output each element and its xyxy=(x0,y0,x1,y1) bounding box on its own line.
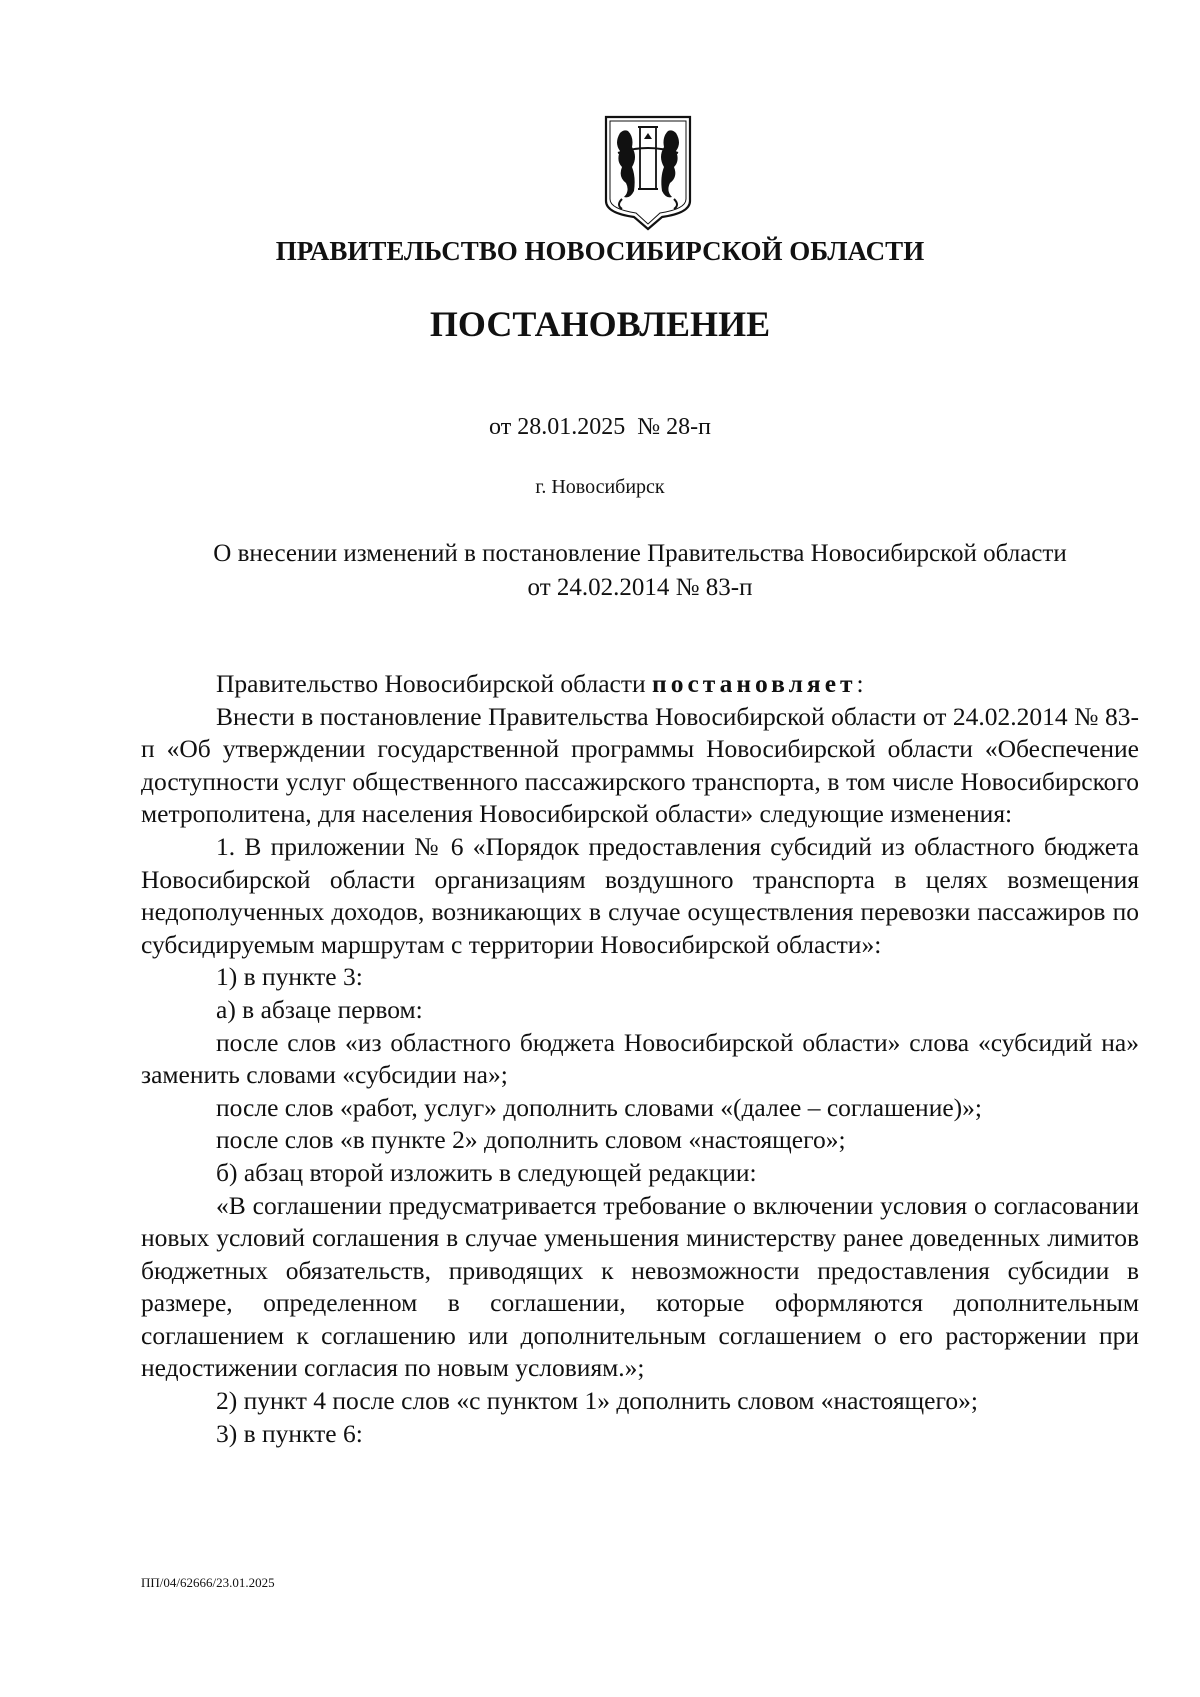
intro-emphasis: постановляет xyxy=(652,669,857,698)
paragraph: а) в абзаце первом: xyxy=(216,994,423,1024)
intro-prefix: Правительство Новосибирской области xyxy=(216,669,652,698)
document-title: О внесении изменений в постановление Правительства Новосибирской области от 24.02.2014 № 83-п xyxy=(213,540,1067,601)
paragraph: 2) пункт 4 после слов «с пунктом 1» дополнить словом «настоящего»; xyxy=(216,1386,978,1416)
coat-of-arms-emblem xyxy=(600,113,696,231)
intro-suffix: : xyxy=(856,669,864,698)
paragraph: после слов «работ, услуг» дополнить словами «(далее – соглашение)»; xyxy=(216,1092,982,1122)
paragraph: 1. В приложении № 6 «Порядок предоставления субсидий из областного бюджета Новосибирской области организациям воздушного транспорта в целях возмещения недополученных доходов, возникающих в случае осуществления перевозки пассажиров по субсидируемым маршрутам с территории Новосибирской области»: xyxy=(141,831,1139,959)
paragraph: 1) в пункте 3: xyxy=(216,962,363,992)
government-name: ПРАВИТЕЛЬСТВО НОВОСИБИРСКОЙ ОБЛАСТИ xyxy=(275,236,925,266)
paragraph: б) абзац второй изложить в следующей редакции: xyxy=(216,1157,757,1187)
coat-of-arms-icon xyxy=(600,113,696,231)
document-body xyxy=(141,668,1139,1450)
paragraph: «В соглашении предусматривается требование о включении условия о согласовании новых условий соглашения в случае уменьшения министерству ранее доведенных лимитов бюджетных обязательств, приводящих к невозможности предоставления субсидии в размере, определенном в соглашении, которые оформляются дополнительным соглашением к соглашению или дополнительным соглашением о его расторжении при недостижении согласия по новым условиям.»; xyxy=(141,1190,1139,1383)
paragraph: после слов «в пункте 2» дополнить словом «настоящего»; xyxy=(216,1125,846,1155)
document-city: г. Новосибирск xyxy=(535,476,665,498)
intro-paragraph xyxy=(141,668,1139,701)
document-date-number: от 28.01.2025 № 28-п xyxy=(489,414,711,440)
paragraph: Внести в постановление Правительства Новосибирской области от 24.02.2014 № 83-п «Об утверждении государственной программы Новосибирской области «Обеспечение доступности услуг общественного пассажирского транспорта, в том числе Новосибирского метрополитена, для населения Новосибирской области» следующие изменения: xyxy=(141,701,1139,829)
document-code: ПП/04/62666/23.01.2025 xyxy=(141,1575,275,1590)
paragraph: после слов «из областного бюджета Новосибирской области» слова «субсидий на» заменить словами «субсидии на»; xyxy=(141,1027,1139,1090)
document-type: ПОСТАНОВЛЕНИЕ xyxy=(429,304,771,344)
paragraph: 3) в пункте 6: xyxy=(216,1418,363,1448)
